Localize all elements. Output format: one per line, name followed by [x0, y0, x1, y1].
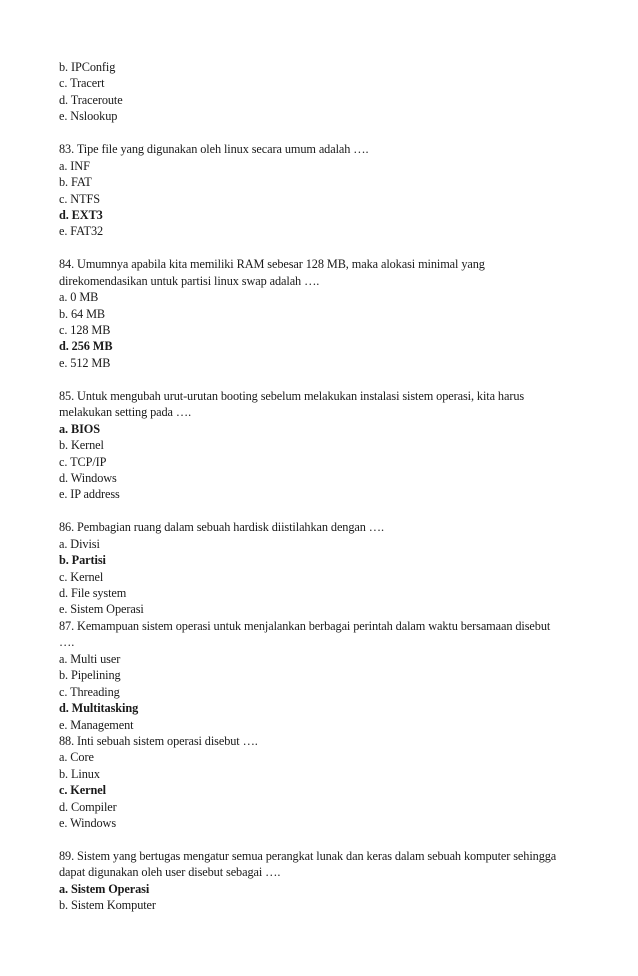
- answer-option-correct: d. Multitasking: [59, 701, 139, 716]
- question-text: 89. Sistem yang bertugas mengatur semua perangkat lunak dan keras dalam sebuah komputer sehingga: [59, 849, 557, 863]
- answer-option: a. Core: [59, 750, 94, 765]
- question-block: [59, 141, 599, 240]
- answer-option: b. Kernel: [59, 438, 104, 453]
- answer-option: b. Pipelining: [59, 668, 121, 683]
- answer-option: b. 64 MB: [59, 306, 106, 321]
- answer-option: d. File system: [59, 586, 127, 600]
- blank-line: [59, 503, 599, 519]
- question-text: ….: [59, 635, 75, 650]
- answer-option: c. NTFS: [59, 191, 100, 206]
- answer-option: b. Linux: [59, 766, 100, 781]
- blank-line: [59, 240, 599, 256]
- answer-option-correct: a. Sistem Operasi: [59, 881, 150, 896]
- answer-option-correct: d. 256 MB: [59, 339, 113, 354]
- question-block: [59, 848, 599, 914]
- question-text: direkomendasikan untuk partisi linux swap adalah ….: [59, 273, 320, 288]
- answer-option: e. 512 MB: [59, 355, 111, 370]
- answer-option: e. Windows: [59, 816, 117, 831]
- question-block: [59, 59, 599, 125]
- answer-option: a. Divisi: [59, 536, 100, 551]
- answer-option: b. Sistem Komputer: [59, 898, 156, 913]
- answer-option: a. Multi user: [59, 651, 121, 666]
- blank-line: [59, 125, 599, 141]
- answer-option: e. IP address: [59, 487, 120, 502]
- blank-line: [59, 371, 599, 387]
- question-text: melakukan setting pada ….: [59, 405, 192, 420]
- question-block: [59, 388, 599, 503]
- answer-option: b. IPConfig: [59, 60, 116, 74]
- answer-option: b. FAT: [59, 175, 92, 190]
- question-text: 83. Tipe file yang digunakan oleh linux secara umum adalah ….: [59, 142, 369, 157]
- blank-line: [59, 832, 599, 848]
- answer-option: e. Management: [59, 717, 134, 732]
- question-block: [59, 256, 599, 371]
- answer-option: c. Threading: [59, 684, 120, 699]
- answer-option: a. INF: [59, 158, 90, 173]
- answer-option: e. Sistem Operasi: [59, 602, 144, 617]
- document-page: [59, 59, 599, 914]
- answer-option: d. Compiler: [59, 799, 117, 814]
- question-block: [59, 519, 599, 618]
- answer-option: c. Kernel: [59, 569, 104, 584]
- answer-option-correct: b. Partisi: [59, 553, 106, 568]
- answer-option-correct: a. BIOS: [59, 421, 100, 436]
- answer-option: d. Traceroute: [59, 92, 123, 107]
- question-text: dapat digunakan oleh user disebut sebagai ….: [59, 865, 281, 880]
- question-text: 88. Inti sebuah sistem operasi disebut ….: [59, 733, 258, 748]
- answer-option: c. TCP/IP: [59, 454, 107, 469]
- question-text: 87. Kemampuan sistem operasi untuk menjalankan berbagai perintah dalam waktu bersamaan disebut: [59, 618, 551, 633]
- answer-option: c. Tracert: [59, 76, 105, 91]
- question-text: 86. Pembagian ruang dalam sebuah hardisk diistilahkan dengan ….: [59, 520, 384, 535]
- answer-option: e. FAT32: [59, 224, 104, 239]
- answer-option: c. 128 MB: [59, 323, 111, 337]
- question-text: 84. Umumnya apabila kita memiliki RAM sebesar 128 MB, maka alokasi minimal yang: [59, 257, 485, 272]
- answer-option: a. 0 MB: [59, 290, 99, 305]
- answer-option: d. Windows: [59, 470, 117, 485]
- question-block: [59, 733, 599, 832]
- answer-option: e. Nslookup: [59, 109, 118, 124]
- answer-option-correct: d. EXT3: [59, 207, 103, 222]
- question-block: [59, 618, 599, 733]
- question-text: 85. Untuk mengubah urut-urutan booting sebelum melakukan instalasi sistem operasi, kita harus: [59, 388, 525, 403]
- answer-option-correct: c. Kernel: [59, 783, 106, 798]
